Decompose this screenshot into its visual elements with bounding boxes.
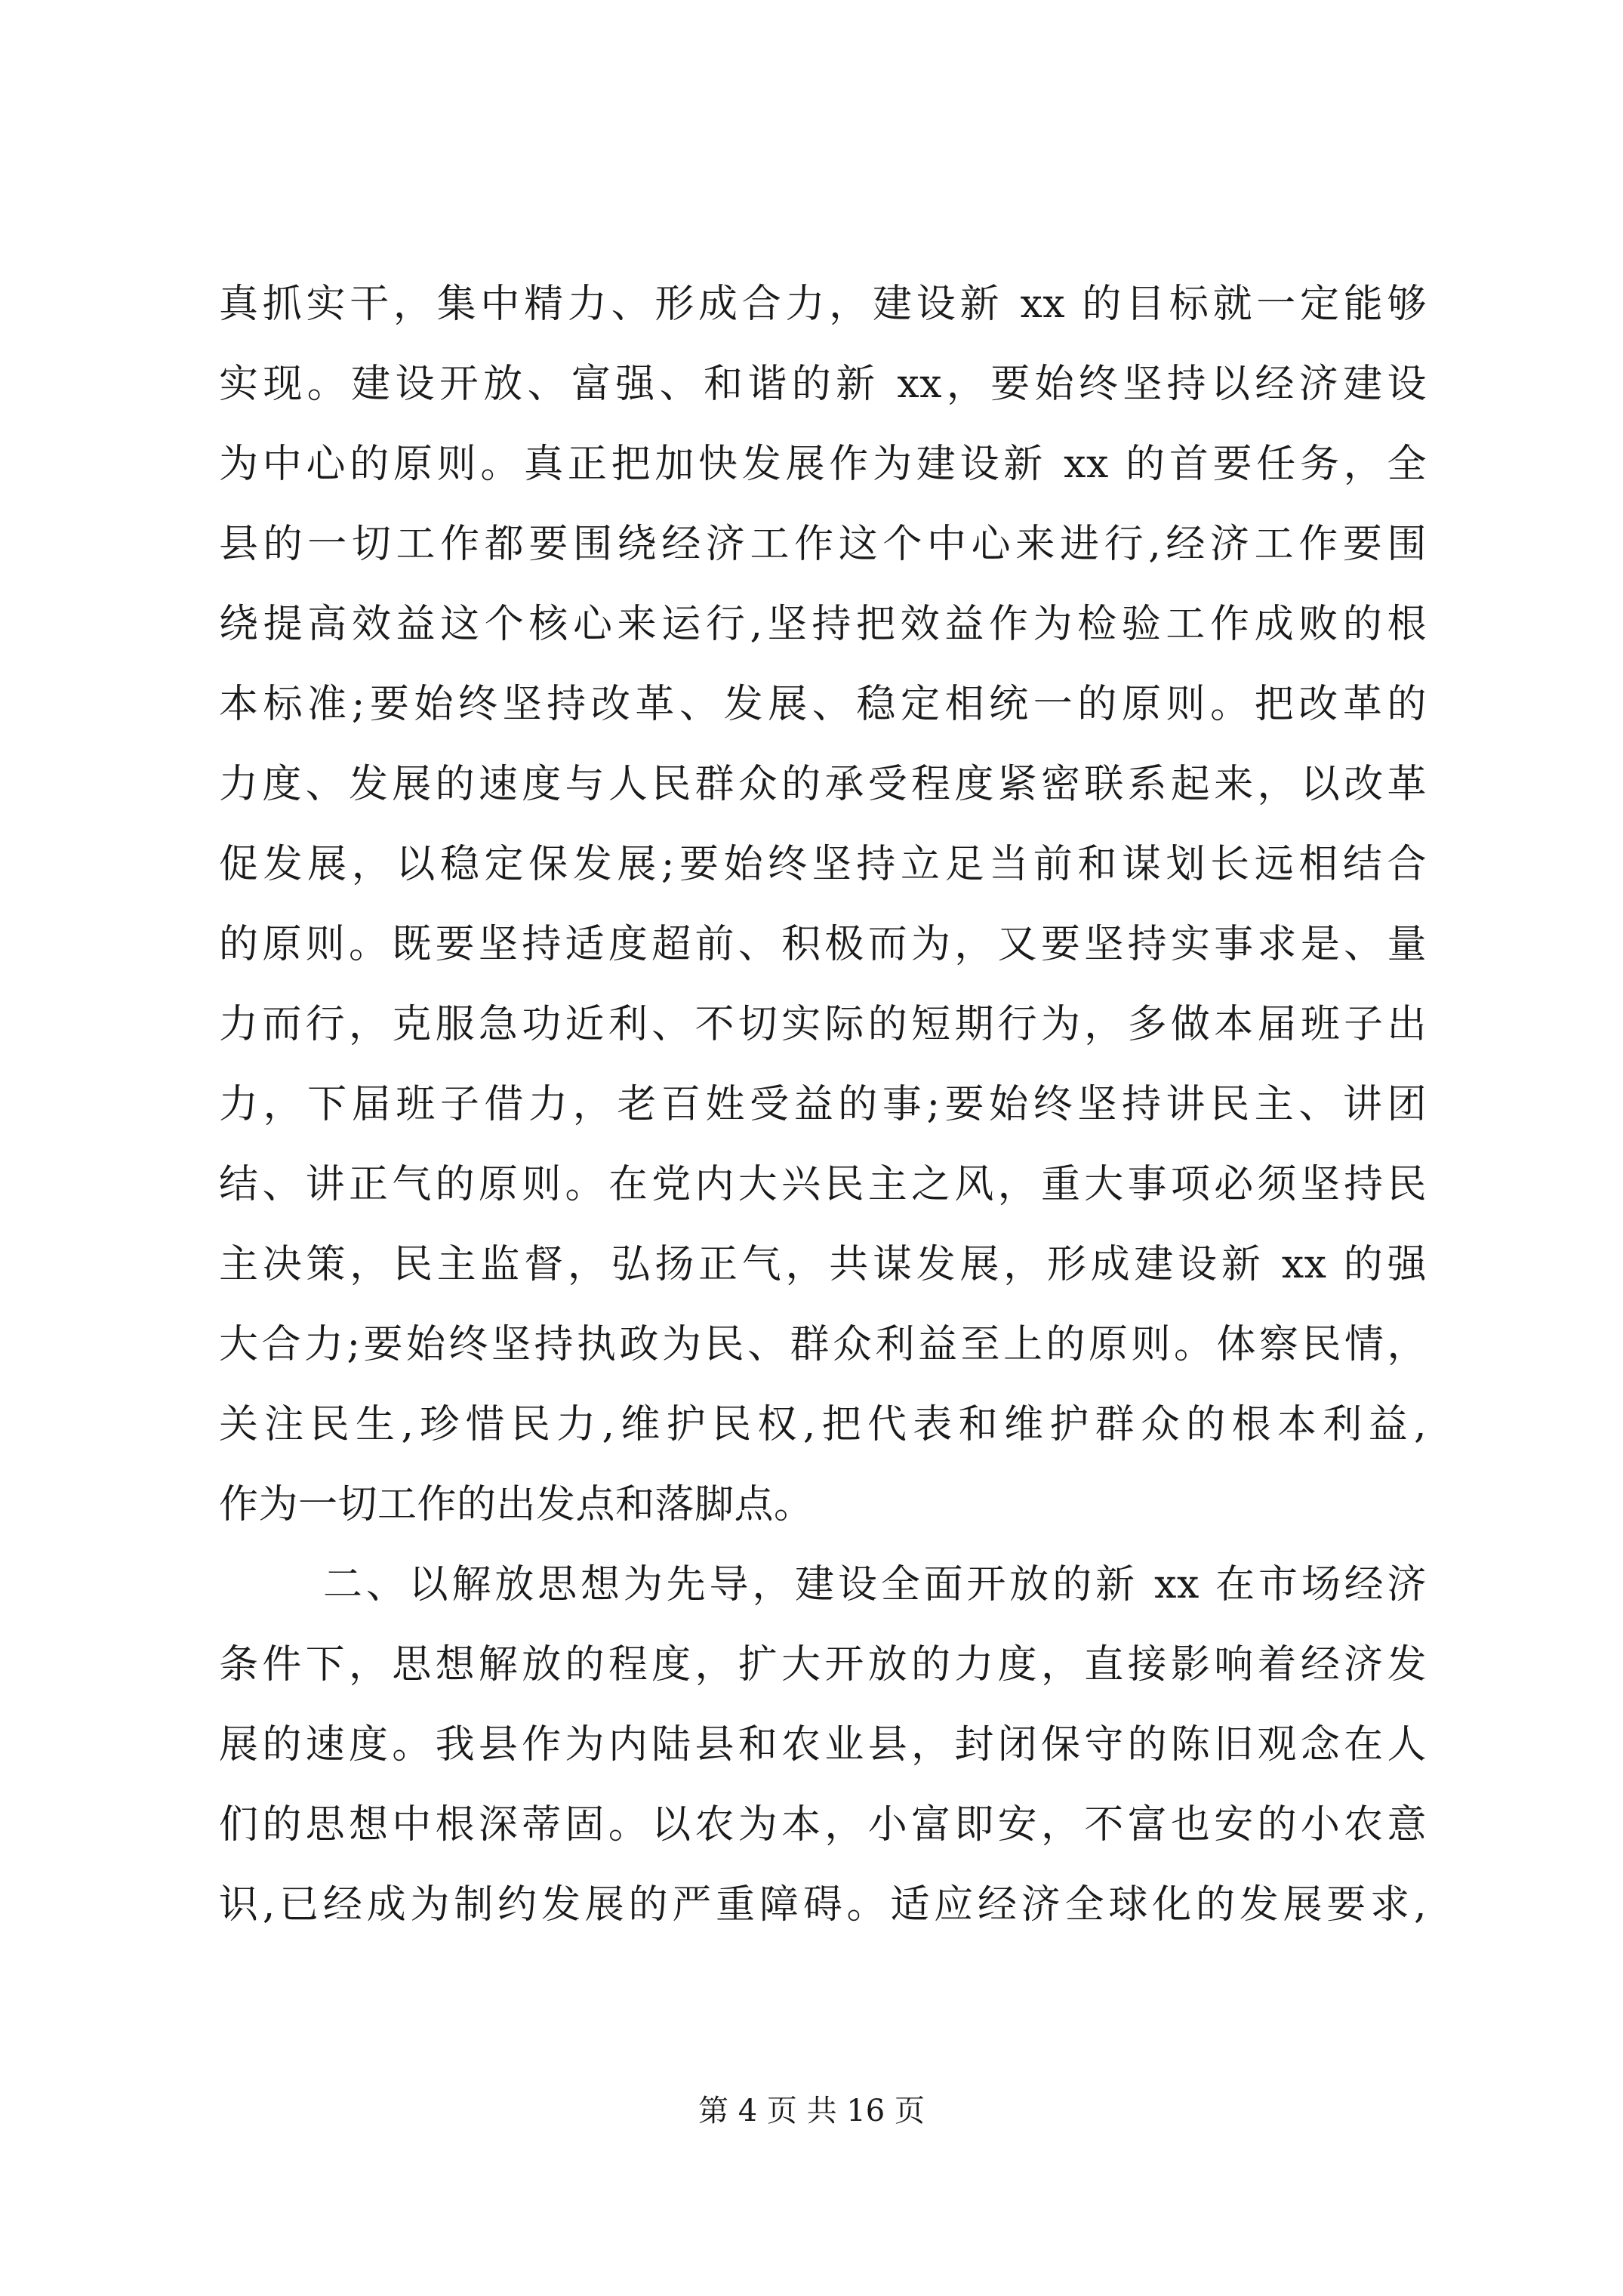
text-line: 力，下届班子借力，老百姓受益的事;要始终坚持讲民主、讲团 [219, 1082, 1427, 1127]
text-line: 结、讲正气的原则。在党内大兴民主之风，重大事项必须坚持民 [219, 1162, 1427, 1207]
text-line: 实现。建设开放、富强、和谐的新 xx，要始终坚持以经济建设 [219, 362, 1427, 407]
text-line: 力而行，克服急功近利、不切实际的短期行为，多做本届班子出 [219, 1002, 1427, 1047]
section-heading-line: 二、以解放思想为先导，建设全面开放的新 xx 在市场经济 [323, 1562, 1427, 1607]
text-line: 县的一切工作都要围绕经济工作这个中心来进行,经济工作要围 [219, 522, 1427, 567]
body-text [219, 264, 1427, 1945]
text-line: 们的思想中根深蒂固。以农为本，小富即安，不富也安的小农意 [219, 1802, 1427, 1848]
text-line: 绕提高效益这个核心来运行,坚持把效益作为检验工作成败的根 [219, 602, 1427, 647]
text-line: 为中心的原则。真正把加快发展作为建设新 xx 的首要任务，全 [219, 442, 1427, 487]
paragraph-2 [219, 1545, 1427, 1945]
text-line: 力度、发展的速度与人民群众的承受程度紧密联系起来，以改革 [219, 762, 1427, 807]
text-line: 主决策，民主监督，弘扬正气，共谋发展，形成建设新 xx 的强 [219, 1242, 1427, 1287]
text-line: 作为一切工作的出发点和落脚点。 [219, 1482, 814, 1527]
text-line: 展的速度。我县作为内陆县和农业县，封闭保守的陈旧观念在人 [219, 1722, 1427, 1767]
text-line: 识,已经成为制约发展的严重障碍。适应经济全球化的发展要求, [219, 1882, 1427, 1928]
text-line: 关注民生,珍惜民力,维护民权,把代表和维护群众的根本利益, [219, 1402, 1427, 1447]
text-line: 条件下，思想解放的程度，扩大开放的力度，直接影响着经济发 [219, 1642, 1427, 1687]
paragraph-1 [219, 264, 1427, 1545]
text-line: 大合力;要始终坚持执政为民、群众利益至上的原则。体察民情， [219, 1322, 1427, 1367]
text-line: 本标准;要始终坚持改革、发展、稳定相统一的原则。把改革的 [219, 682, 1427, 727]
text-line: 的原则。既要坚持适度超前、积极而为，又要坚持实事求是、量 [219, 922, 1427, 967]
text-line: 真抓实干，集中精力、形成合力，建设新 xx 的目标就一定能够 [219, 282, 1427, 327]
text-line: 促发展，以稳定保发展;要始终坚持立足当前和谋划长远相结合 [219, 842, 1427, 887]
page-number-footer: 第 4 页 共 16 页 [698, 2094, 925, 2128]
